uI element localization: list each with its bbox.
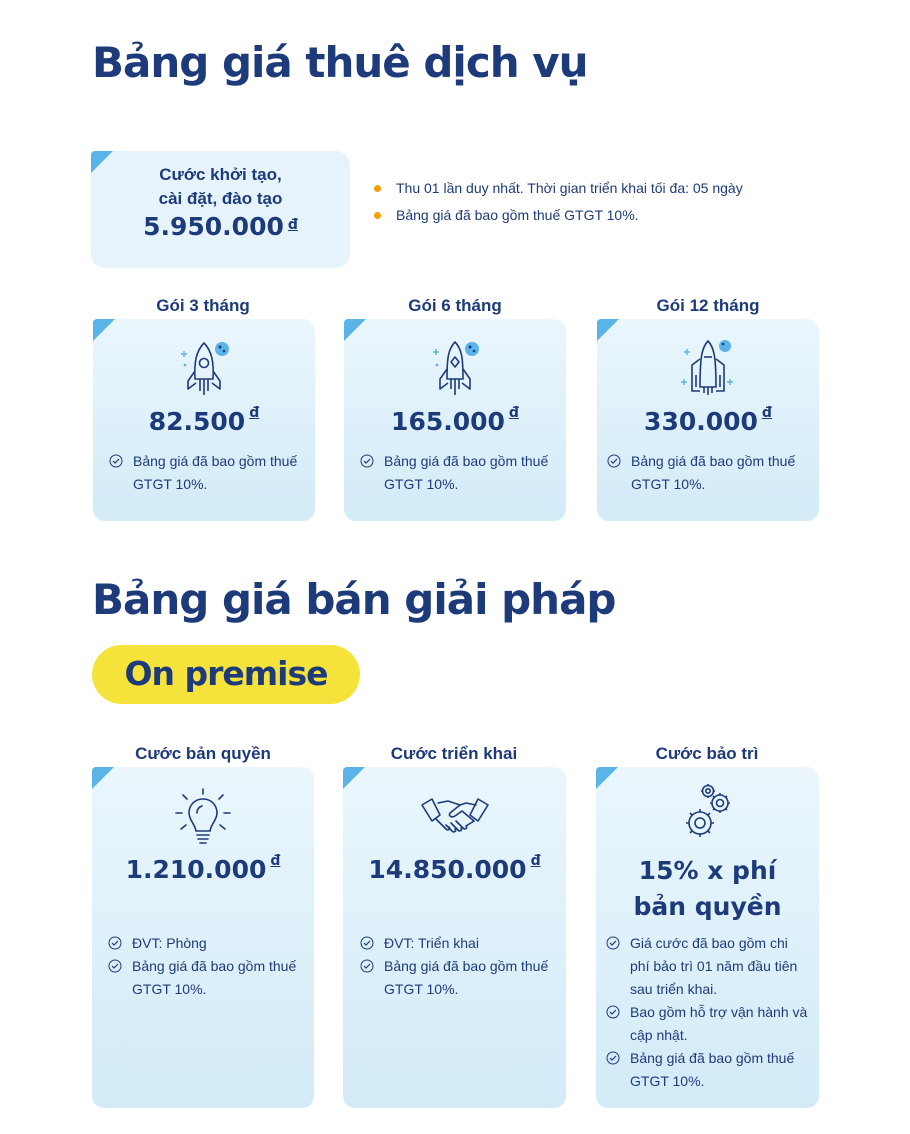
feature-text: ĐVT: Phòng xyxy=(132,935,207,951)
currency-symbol: đ xyxy=(530,853,541,869)
check-circle-icon xyxy=(606,1051,620,1065)
feature-text: Bảng giá đã bao gồm thuế GTGT 10%. xyxy=(630,1050,795,1089)
feature-text: Bảng giá đã bao gồm thuế GTGT 10%. xyxy=(132,958,297,997)
sale-section-title: Bảng giá bán giải pháp xyxy=(92,575,616,624)
item-features xyxy=(108,932,298,1001)
currency-symbol: đ xyxy=(270,853,281,869)
package-features xyxy=(109,450,299,496)
item-features xyxy=(606,932,811,1093)
space-shuttle-icon xyxy=(678,335,738,399)
currency-symbol: đ xyxy=(287,217,298,233)
package-card-12-months xyxy=(597,319,819,521)
feature-item xyxy=(109,450,299,496)
item-price-value: 1.210.000 xyxy=(125,855,267,884)
feature-item xyxy=(108,955,298,1001)
deployment-fee-card xyxy=(343,767,566,1108)
feature-item xyxy=(606,932,811,1001)
gears-icon xyxy=(678,781,738,843)
currency-symbol: đ xyxy=(508,405,519,421)
check-circle-icon xyxy=(108,936,122,950)
card-corner-accent xyxy=(92,767,114,789)
package-title-12-months: Gói 12 tháng xyxy=(656,296,760,315)
feature-text: Bao gồm hỗ trợ vận hành và cập nhật. xyxy=(630,1004,808,1043)
package-title-3-months: Gói 3 tháng xyxy=(156,296,250,315)
note-item: Bảng giá đã bao gồm thuế GTGT 10%. xyxy=(372,205,743,232)
setup-fee-label-line1: Cước khởi tạo, xyxy=(159,165,282,184)
lightbulb-icon xyxy=(173,787,233,849)
rental-section-title: Bảng giá thuê dịch vụ xyxy=(92,38,588,87)
setup-fee-label-line2: cài đặt, đào tạo xyxy=(158,189,283,208)
item-title-maintenance: Cước bảo trì xyxy=(655,744,759,763)
currency-symbol: đ xyxy=(761,405,772,421)
feature-item xyxy=(607,450,807,496)
card-corner-accent xyxy=(93,319,115,341)
maintenance-price-line2: bản quyền xyxy=(633,892,782,921)
maintenance-fee-card xyxy=(596,767,819,1108)
package-card-3-months xyxy=(93,319,315,521)
package-title-6-months: Gói 6 tháng xyxy=(408,296,502,315)
item-price-value: 14.850.000 xyxy=(368,855,527,884)
feature-text: Giá cước đã bao gồm chi phí bảo trì 01 năm đầu tiên sau triển khai. xyxy=(630,935,798,997)
check-circle-icon xyxy=(360,936,374,950)
package-price-value: 82.500 xyxy=(148,407,246,436)
package-price-value: 165.000 xyxy=(391,407,505,436)
on-premise-badge: On premise xyxy=(92,645,360,704)
package-price xyxy=(93,407,315,436)
rocket-icon xyxy=(176,339,232,399)
rocket-icon xyxy=(427,339,483,399)
card-corner-accent xyxy=(343,767,365,789)
card-corner-accent xyxy=(597,319,619,341)
setup-fee-card xyxy=(91,151,350,268)
item-price xyxy=(92,855,314,884)
feature-text: Bảng giá đã bao gồm thuế GTGT 10%. xyxy=(384,958,549,997)
item-title-license: Cước bản quyền xyxy=(135,744,271,763)
feature-text: Bảng giá đã bao gồm thuế GTGT 10%. xyxy=(631,453,796,492)
package-price xyxy=(597,407,819,436)
check-circle-icon xyxy=(360,959,374,973)
check-circle-icon xyxy=(606,936,620,950)
check-circle-icon xyxy=(607,454,621,468)
setup-fee-price xyxy=(91,211,350,243)
card-corner-accent xyxy=(91,151,113,173)
feature-text: Bảng giá đã bao gồm thuế GTGT 10%. xyxy=(384,453,549,492)
check-circle-icon xyxy=(360,454,374,468)
package-card-6-months xyxy=(344,319,566,521)
package-price-value: 330.000 xyxy=(644,407,758,436)
feature-item xyxy=(360,450,550,496)
item-price xyxy=(343,855,566,884)
item-features xyxy=(360,932,550,1001)
feature-item xyxy=(360,932,550,955)
check-circle-icon xyxy=(109,454,123,468)
check-circle-icon xyxy=(606,1005,620,1019)
package-features xyxy=(360,450,550,496)
package-price xyxy=(344,407,566,436)
handshake-icon xyxy=(420,793,490,843)
check-circle-icon xyxy=(108,959,122,973)
feature-text: Bảng giá đã bao gồm thuế GTGT 10%. xyxy=(133,453,298,492)
card-corner-accent xyxy=(596,767,618,789)
package-features xyxy=(607,450,807,496)
feature-item xyxy=(606,1047,811,1093)
setup-notes-list xyxy=(372,178,743,232)
note-item: Thu 01 lần duy nhất. Thời gian triển khai tối đa: 05 ngày xyxy=(372,178,743,205)
currency-symbol: đ xyxy=(249,405,260,421)
card-corner-accent xyxy=(344,319,366,341)
item-title-deployment: Cước triển khai xyxy=(390,744,518,763)
license-fee-card xyxy=(92,767,314,1108)
feature-text: ĐVT: Triển khai xyxy=(384,935,479,951)
feature-item xyxy=(108,932,298,955)
feature-item xyxy=(360,955,550,1001)
setup-fee-price-value: 5.950.000 xyxy=(143,212,284,241)
maintenance-price-line1: 15% x phí xyxy=(638,856,777,885)
feature-item xyxy=(606,1001,811,1047)
